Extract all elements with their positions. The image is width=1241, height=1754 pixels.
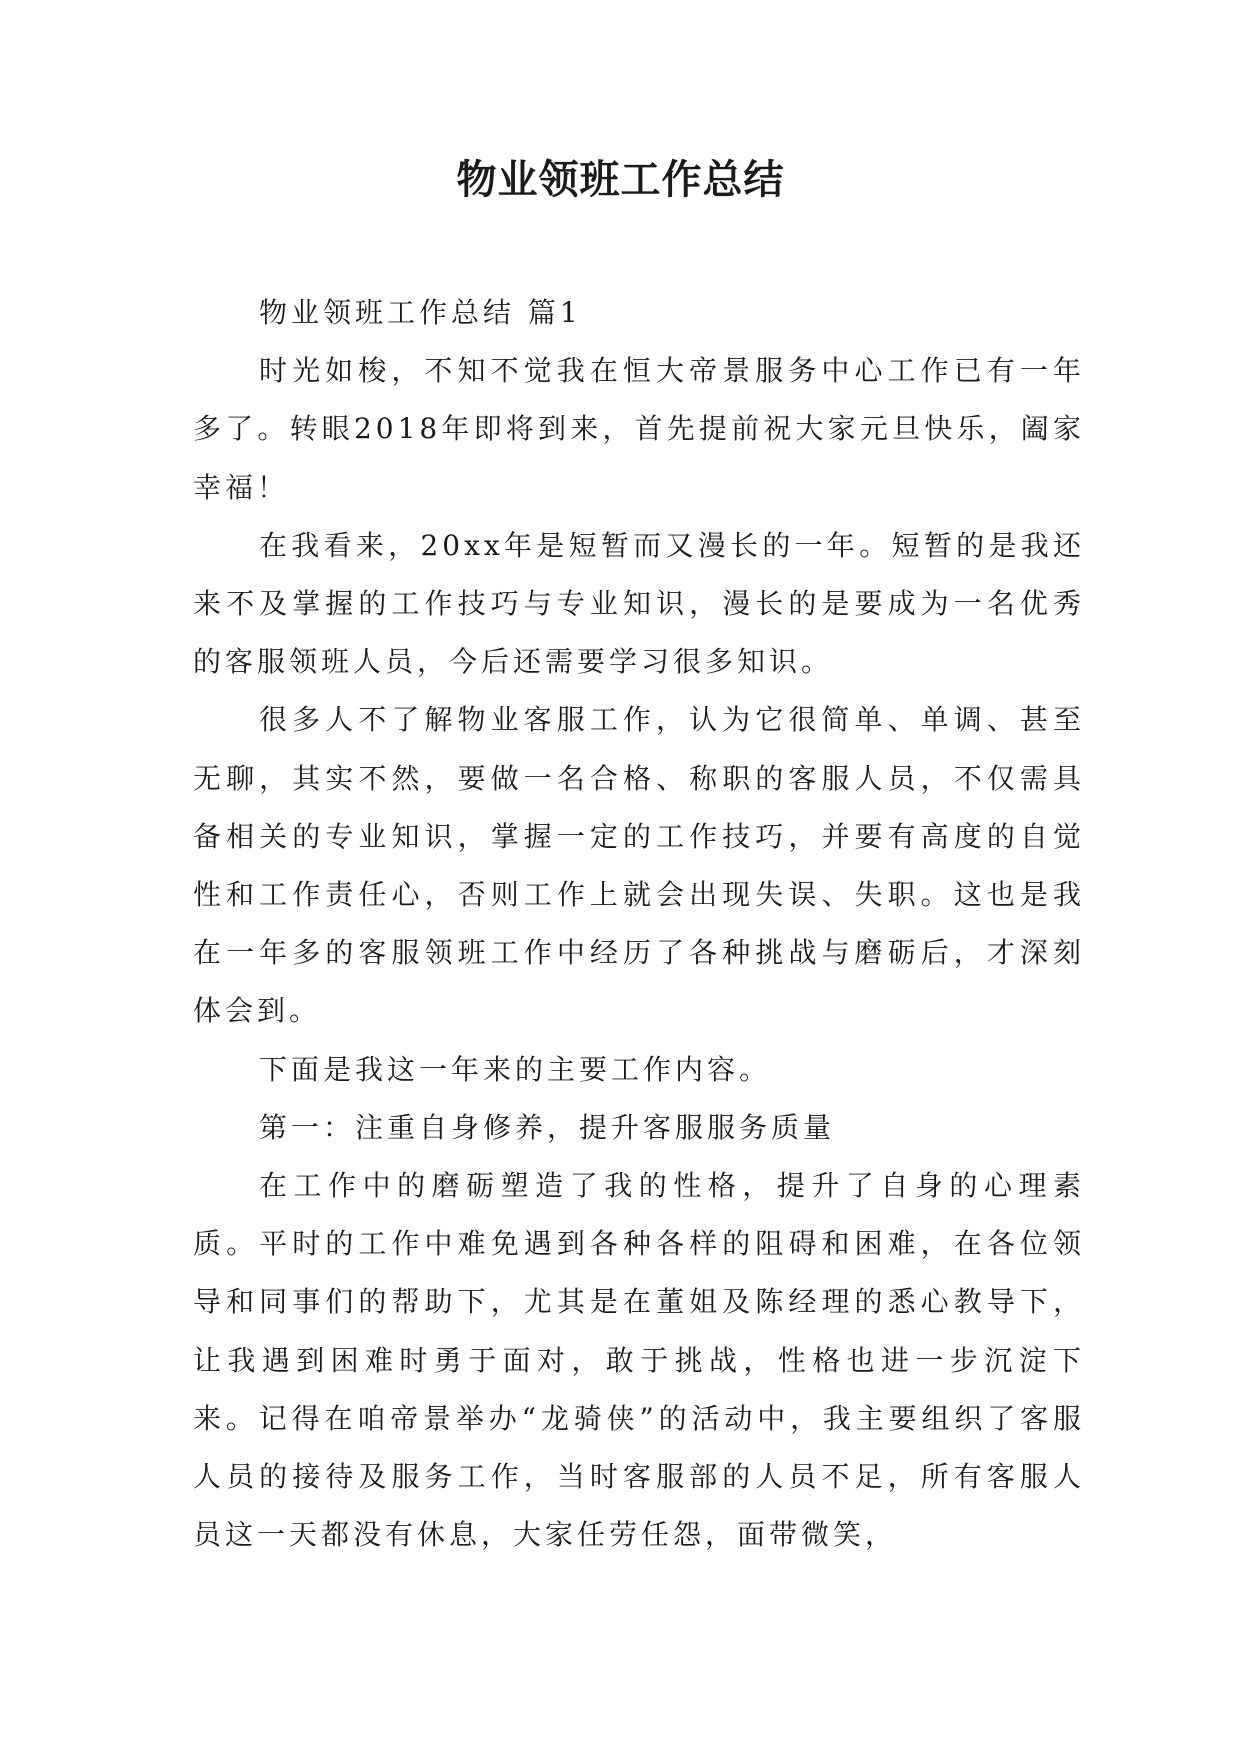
paragraph: 下面是我这一年来的主要工作内容。 — [259, 1052, 772, 1086]
document-body — [193, 284, 1085, 1564]
paragraph: 在工作中的磨砺塑造了我的性格，提升了自身的心理素质。平时的工作中难免遇到各种各样的阻碍和困难，在各位领导和同事们的帮助下，尤其是在董姐及陈经理的悉心教导下，让我遇到困难时勇于面对，敢于挑战，性格也进一步沉淀下来。记得在咱帝景举办“龙骑侠”的活动中，我主要组织了客服人员的接待及服务工作，当时客服部的人员不足，所有客服人员这一天都没有休息，大家任劳任怨，面带微笑， — [193, 1169, 1085, 1552]
paragraph: 在我看来，20xx年是短暂而又漫长的一年。短暂的是我还来不及掌握的工作技巧与专业知识，漫长的是要成为一名优秀的客服领班人员，今后还需要学习很多知识。 — [193, 528, 1085, 679]
section-heading: 物业领班工作总结 篇1 — [259, 296, 582, 329]
document-title: 物业领班工作总结 — [456, 156, 785, 203]
paragraph: 很多人不了解物业客服工作，认为它很简单、单调、甚至无聊，其实不然，要做一名合格、称职的客服人员，不仅需具备相关的专业知识，掌握一定的工作技巧，并要有高度的自觉性和工作责任心，否则工作上就会出现失误、失职。这也是我在一年多的客服领班工作中经历了各种挑战与磨砺后，才深刻体会到。 — [193, 703, 1085, 1028]
paragraph: 时光如梭，不知不觉我在恒大帝景服务中心工作已有一年多了。转眼2018年即将到来，首先提前祝大家元旦快乐，阖家幸福！ — [193, 354, 1085, 504]
subheading: 第一：注重自身修养，提升客服服务质量 — [259, 1110, 836, 1144]
